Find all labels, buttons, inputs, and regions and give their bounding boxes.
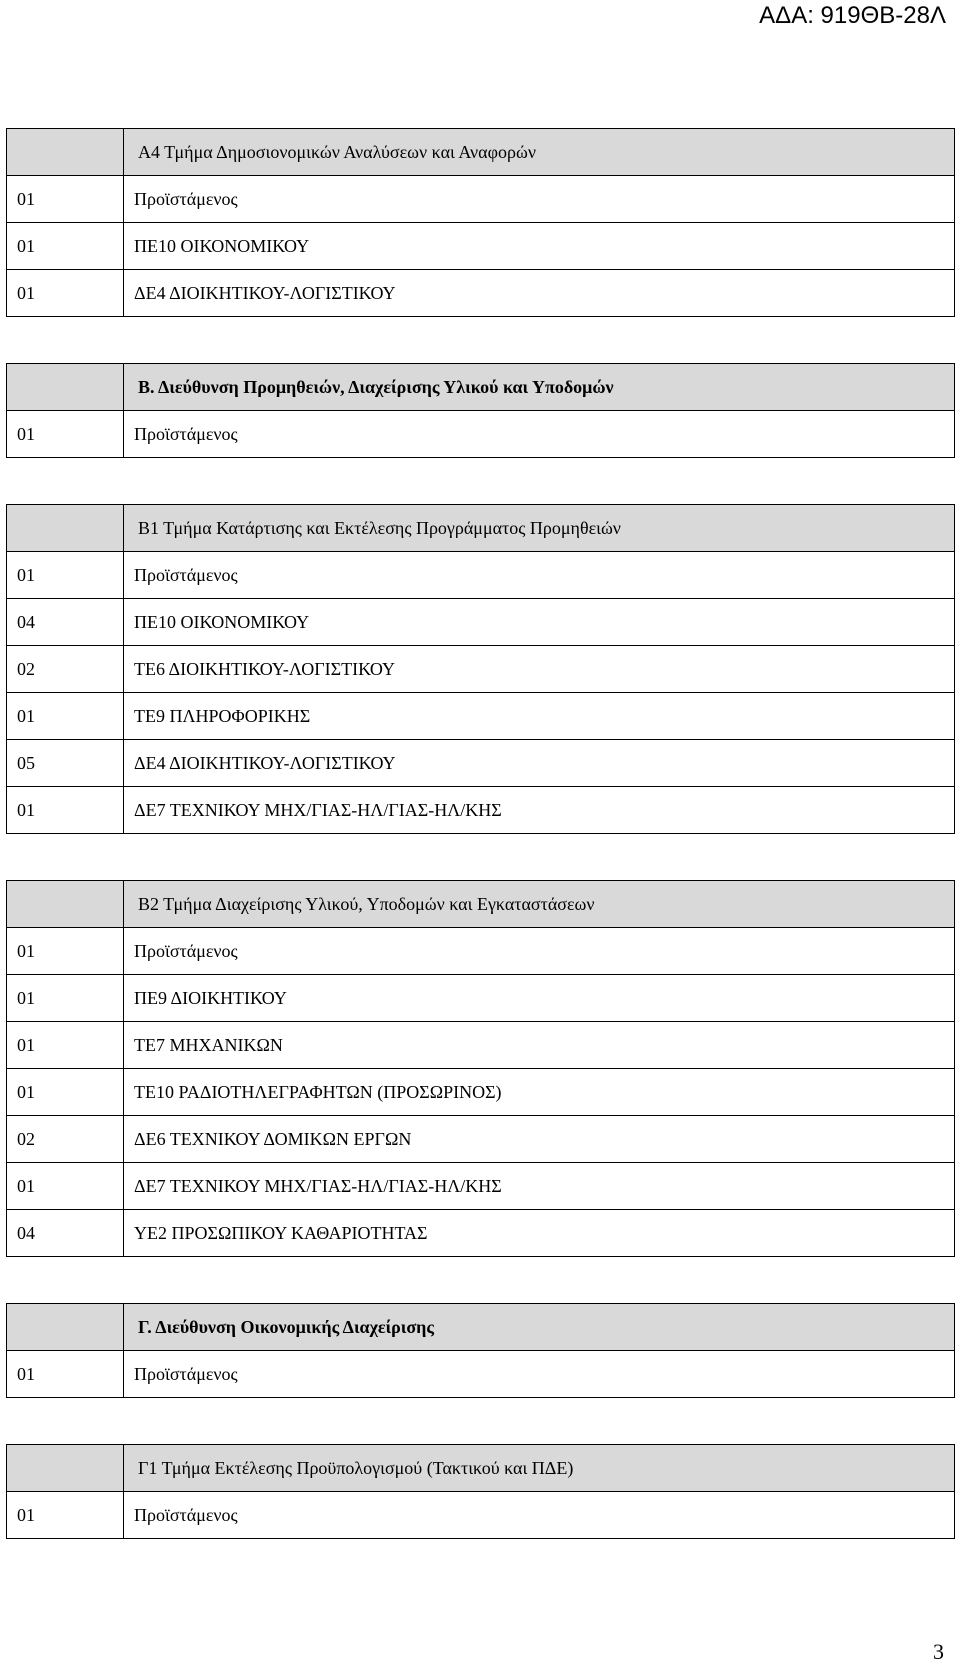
page-number: 3 [933,1639,944,1664]
position-count: 05 [7,740,124,787]
section-header-row [7,1304,955,1351]
position-count: 01 [7,1351,124,1398]
position-title: ΥΕ2 ΠΡΟΣΩΠΙΚΟΥ ΚΑΘΑΡΙΟΤΗΤΑΣ [124,1210,955,1257]
position-row [7,646,955,693]
section-title: Γ. Διεύθυνση Οικονομικής Διαχείρισης [124,1304,955,1351]
position-title: ΔΕ4 ΔΙΟΙΚΗΤΙΚΟΥ-ΛΟΓΙΣΤΙΚΟΥ [124,740,955,787]
position-count: 01 [7,1163,124,1210]
positions-table [6,128,955,1539]
position-count: 04 [7,599,124,646]
position-row [7,1163,955,1210]
position-count: 01 [7,928,124,975]
section-code-cell [7,1445,124,1492]
section-title: Β2 Τμήμα Διαχείρισης Υλικού, Υποδομών και Εγκαταστάσεων [124,881,955,928]
position-row [7,270,955,317]
position-count: 01 [7,693,124,740]
section-code-cell [7,364,124,411]
position-count: 02 [7,646,124,693]
position-title: ΤΕ7 ΜΗΧΑΝΙΚΩΝ [124,1022,955,1069]
position-title: ΠΕ9 ΔΙΟΙΚΗΤΙΚΟΥ [124,975,955,1022]
position-row [7,1351,955,1398]
section-code-cell [7,881,124,928]
section-title: Γ1 Τμήμα Εκτέλεσης Προϋπολογισμού (Τακτικού και ΠΔΕ) [124,1445,955,1492]
position-count: 01 [7,552,124,599]
position-count: 01 [7,975,124,1022]
position-title: ΔΕ6 ΤΕΧΝΙΚΟΥ ΔΟΜΙΚΩΝ ΕΡΓΩΝ [124,1116,955,1163]
section-code-cell [7,129,124,176]
position-title: ΤΕ6 ΔΙΟΙΚΗΤΙΚΟΥ-ΛΟΓΙΣΤΙΚΟΥ [124,646,955,693]
position-count: 01 [7,176,124,223]
position-title: Προϊστάμενος [124,411,955,458]
position-title: Προϊστάμενος [124,928,955,975]
position-title: ΔΕ4 ΔΙΟΙΚΗΤΙΚΟΥ-ΛΟΓΙΣΤΙΚΟΥ [124,270,955,317]
position-title: Προϊστάμενος [124,176,955,223]
section-header-row [7,1445,955,1492]
section-spacer [7,834,955,881]
position-count: 01 [7,411,124,458]
position-row [7,928,955,975]
position-row [7,411,955,458]
position-title: ΔΕ7 ΤΕΧΝΙΚΟΥ ΜΗΧ/ΓΙΑΣ-ΗΛ/ΓΙΑΣ-ΗΛ/ΚΗΣ [124,787,955,834]
section-code-cell [7,505,124,552]
position-count: 01 [7,270,124,317]
section-title: Β. Διεύθυνση Προμηθειών, Διαχείρισης Υλικού και Υποδομών [124,364,955,411]
position-row [7,1022,955,1069]
section-spacer [7,1257,955,1304]
position-count: 01 [7,1069,124,1116]
position-row [7,223,955,270]
section-header-row [7,129,955,176]
position-row [7,176,955,223]
position-row [7,1069,955,1116]
section-title: Α4 Τμήμα Δημοσιονομικών Αναλύσεων και Αναφορών [124,129,955,176]
position-count: 01 [7,787,124,834]
position-title: Προϊστάμενος [124,1492,955,1539]
position-row [7,599,955,646]
position-count: 01 [7,1022,124,1069]
spacer-cell [7,834,955,881]
spacer-cell [7,317,955,364]
ada-identifier: ΑΔΑ: 919ΘΒ-28Λ [759,2,946,29]
position-count: 01 [7,223,124,270]
position-row [7,1116,955,1163]
section-spacer [7,317,955,364]
position-title: ΤΕ9 ΠΛΗΡΟΦΟΡΙΚΗΣ [124,693,955,740]
position-title: ΠΕ10 ΟΙΚΟΝΟΜΙΚΟΥ [124,599,955,646]
position-title: ΔΕ7 ΤΕΧΝΙΚΟΥ ΜΗΧ/ΓΙΑΣ-ΗΛ/ΓΙΑΣ-ΗΛ/ΚΗΣ [124,1163,955,1210]
position-row [7,975,955,1022]
positions-table-body [7,129,955,1539]
position-count: 01 [7,1492,124,1539]
position-row [7,740,955,787]
spacer-cell [7,1398,955,1445]
position-count: 02 [7,1116,124,1163]
section-header-row [7,505,955,552]
section-spacer [7,1398,955,1445]
section-code-cell [7,1304,124,1351]
section-spacer [7,458,955,505]
position-row [7,552,955,599]
section-header-row [7,881,955,928]
position-title: Προϊστάμενος [124,1351,955,1398]
spacer-cell [7,1257,955,1304]
position-count: 04 [7,1210,124,1257]
section-title: Β1 Τμήμα Κατάρτισης και Εκτέλεσης Προγράμματος Προμηθειών [124,505,955,552]
position-row [7,787,955,834]
position-row [7,1492,955,1539]
position-title: ΤΕ10 ΡΑΔΙΟΤΗΛΕΓΡΑΦΗΤΩΝ (ΠΡΟΣΩΡΙΝΟΣ) [124,1069,955,1116]
section-header-row [7,364,955,411]
position-row [7,693,955,740]
position-title: ΠΕ10 ΟΙΚΟΝΟΜΙΚΟΥ [124,223,955,270]
position-row [7,1210,955,1257]
spacer-cell [7,458,955,505]
position-title: Προϊστάμενος [124,552,955,599]
